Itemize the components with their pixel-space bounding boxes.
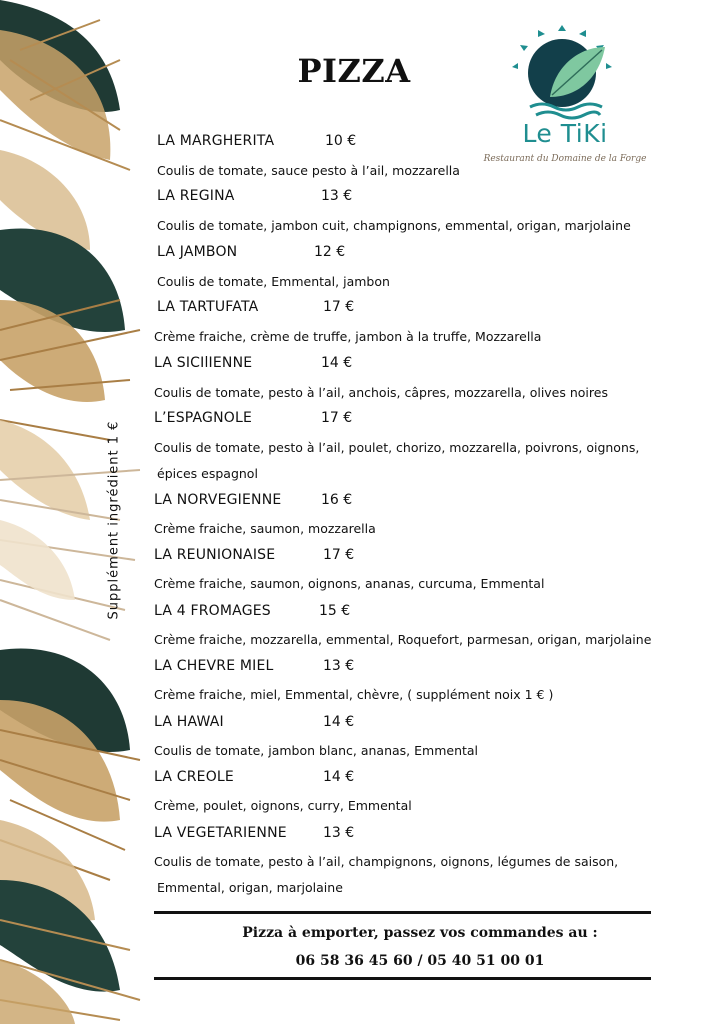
menu-item-price: 14 € [323,714,355,730]
menu-item-price: 17 € [321,410,353,426]
menu-item-name: LA JAMBON [157,244,238,260]
menu-item-description: Crème fraiche, mozzarella, emmental, Roquefort, parmesan, origan, marjolaine [154,632,652,647]
menu-item-description: Crème, poulet, oignons, curry, Emmental [154,798,412,813]
menu-item-price: 14 € [323,769,355,785]
phone-numbers: 06 58 36 45 60 / 05 40 51 00 01 [295,953,545,969]
menu-item-price: 16 € [321,492,353,508]
takeaway-notice: Pizza à emporter, passez vos commandes au : [242,925,598,941]
menu-item-name: LA 4 FROMAGES [154,603,271,619]
page-title: PIZZA [297,52,411,90]
logo-name: Le TiKi [522,119,608,148]
menu-item-price: 13 € [321,188,353,204]
menu-item-name: LA TARTUFATA [157,299,259,315]
menu-item-price: 13 € [323,825,355,841]
menu-item-name: LA MARGHERITA [157,133,275,149]
menu-item-name: LA CREOLE [154,769,234,785]
menu-item-description: Coulis de tomate, jambon cuit, champignons, emmental, origan, marjolaine [157,218,631,233]
menu-item-name: LA CHEVRE MIEL [154,658,274,674]
menu-item-description-continued: épices espagnol [157,466,258,481]
menu-item-description-continued: Emmental, origan, marjolaine [157,880,343,895]
menu-item-name: LA REUNIONAISE [154,547,276,563]
menu-item-price: 12 € [314,244,346,260]
menu-item-price: 17 € [323,547,355,563]
menu-item-price: 10 € [325,133,357,149]
menu-item-name: LA REGINA [157,188,235,204]
menu-item-name: LA HAWAI [154,714,224,730]
menu-item-description: Coulis de tomate, jambon blanc, ananas, Emmental [154,743,479,758]
supplement-note: Supplément ingrédient 1 € [106,420,122,620]
menu-item-description: Crème fraiche, crème de truffe, jambon à la truffe, Mozzarella [154,329,542,344]
menu-item-description: Coulis de tomate, Emmental, jambon [157,274,390,289]
menu-item-description: Coulis de tomate, sauce pesto à l’ail, mozzarella [157,163,460,178]
restaurant-logo [480,25,650,175]
menu-item-description: Crème fraiche, miel, Emmental, chèvre, ( supplément noix 1 € ) [154,687,554,702]
bottom-divider [154,977,651,980]
menu-item-name: LA SICIlIENNE [154,355,253,371]
menu-item-price: 15 € [319,603,351,619]
menu-item-name: L’ESPAGNOLE [154,410,253,426]
menu-item-price: 17 € [323,299,355,315]
logo-subtitle: Restaurant du Domaine de la Forge [483,154,647,164]
menu-item-description: Crème fraiche, saumon, mozzarella [154,521,376,536]
menu-item-description: Coulis de tomate, pesto à l’ail, anchois, câpres, mozzarella, olives noires [154,385,608,400]
menu-item-description: Crème fraiche, saumon, oignons, ananas, curcuma, Emmental [154,576,545,591]
menu-item-name: LA NORVEGIENNE [154,492,282,508]
menu-item-description: Coulis de tomate, pesto à l’ail, champignons, oignons, légumes de saison, [154,854,619,869]
tropical-leaves-decoration [0,0,150,1024]
menu-item-price: 13 € [323,658,355,674]
menu-item-name: LA VEGETARIENNE [154,825,287,841]
sun-wave-logo-icon [480,25,650,120]
menu-item-price: 14 € [321,355,353,371]
menu-item-description: Coulis de tomate, pesto à l’ail, poulet, chorizo, mozzarella, poivrons, oignons, [154,440,640,455]
top-divider [154,911,651,914]
